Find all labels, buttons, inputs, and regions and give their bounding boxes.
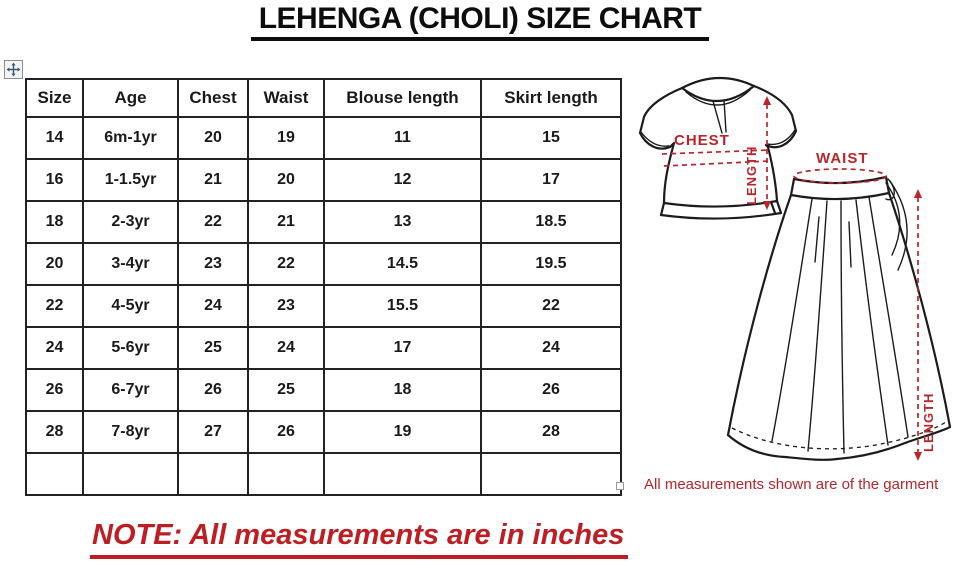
table-cell: 24 [248,327,324,369]
table-cell: 18 [324,369,481,411]
page-title: LEHENGA (CHOLI) SIZE CHART [251,2,710,41]
table-cell: 22 [178,201,248,243]
table-cell: 26 [481,369,621,411]
table-cell: 22 [481,285,621,327]
table-cell [83,453,178,495]
table-cell: 22 [26,285,83,327]
skirt-sketch [728,177,950,460]
table-row [26,159,621,201]
table-cell: 11 [324,117,481,159]
table-cell: 6m-1yr [83,117,178,159]
table-cell: 24 [26,327,83,369]
header-cell: Size [26,79,83,117]
table-cell: 15.5 [324,285,481,327]
size-table [25,78,622,496]
table-cell: 20 [248,159,324,201]
garment-diagram [620,55,960,475]
header-cell: Skirt length [481,79,621,117]
table-row [26,285,621,327]
table-cell: 25 [248,369,324,411]
table-cell: 28 [26,411,83,453]
table-cell: 21 [248,201,324,243]
table-cell [248,453,324,495]
table-row [26,369,621,411]
table-cell: 15 [481,117,621,159]
header-cell: Waist [248,79,324,117]
table-cell [481,453,621,495]
table-cell: 28 [481,411,621,453]
table-cell: 14 [26,117,83,159]
table-cell: 1-1.5yr [83,159,178,201]
table-cell: 20 [178,117,248,159]
table-cell: 17 [481,159,621,201]
table-cell: 26 [26,369,83,411]
skirt-length-label: LENGTH [921,392,936,452]
chest-label: CHEST [674,132,730,149]
table-cell [324,453,481,495]
table-row [26,201,621,243]
table-cell: 6-7yr [83,369,178,411]
table-row [26,117,621,159]
table-cell: 24 [481,327,621,369]
table-cell: 22 [248,243,324,285]
table-cell: 21 [178,159,248,201]
page-title-row [0,2,960,41]
table-cell: 19 [324,411,481,453]
table-cell: 4-5yr [83,285,178,327]
table-cell: 26 [178,369,248,411]
table-cell: 26 [248,411,324,453]
size-table-body [26,117,621,495]
table-cell: 25 [178,327,248,369]
table-cell: 27 [178,411,248,453]
table-cell [26,453,83,495]
table-resize-handle[interactable] [616,482,624,490]
waist-label: WAIST [816,150,869,167]
table-cell: 16 [26,159,83,201]
table-cell: 24 [178,285,248,327]
table-cell: 18.5 [481,201,621,243]
table-cell: 2-3yr [83,201,178,243]
table-cell: 3-4yr [83,243,178,285]
table-cell: 23 [178,243,248,285]
table-cell [178,453,248,495]
table-move-handle[interactable] [4,60,23,79]
table-row [26,411,621,453]
table-cell: 20 [26,243,83,285]
table-cell: 23 [248,285,324,327]
table-cell: 13 [324,201,481,243]
header-cell: Chest [178,79,248,117]
table-cell: 17 [324,327,481,369]
table-cell: 18 [26,201,83,243]
measurements-note: NOTE: All measurements are in inches [90,519,628,559]
table-cell: 19 [248,117,324,159]
table-row [26,243,621,285]
table-row [26,327,621,369]
blouse-length-label: LENGTH [744,145,759,205]
size-table-header [26,79,621,117]
header-cell: Blouse length [324,79,481,117]
move-arrows-icon [6,62,21,77]
table-row [26,453,621,495]
diagram-caption: All measurements shown are of the garment [644,476,939,493]
table-cell: 14.5 [324,243,481,285]
table-cell: 7-8yr [83,411,178,453]
table-cell: 19.5 [481,243,621,285]
table-cell: 5-6yr [83,327,178,369]
table-cell: 12 [324,159,481,201]
header-cell: Age [83,79,178,117]
